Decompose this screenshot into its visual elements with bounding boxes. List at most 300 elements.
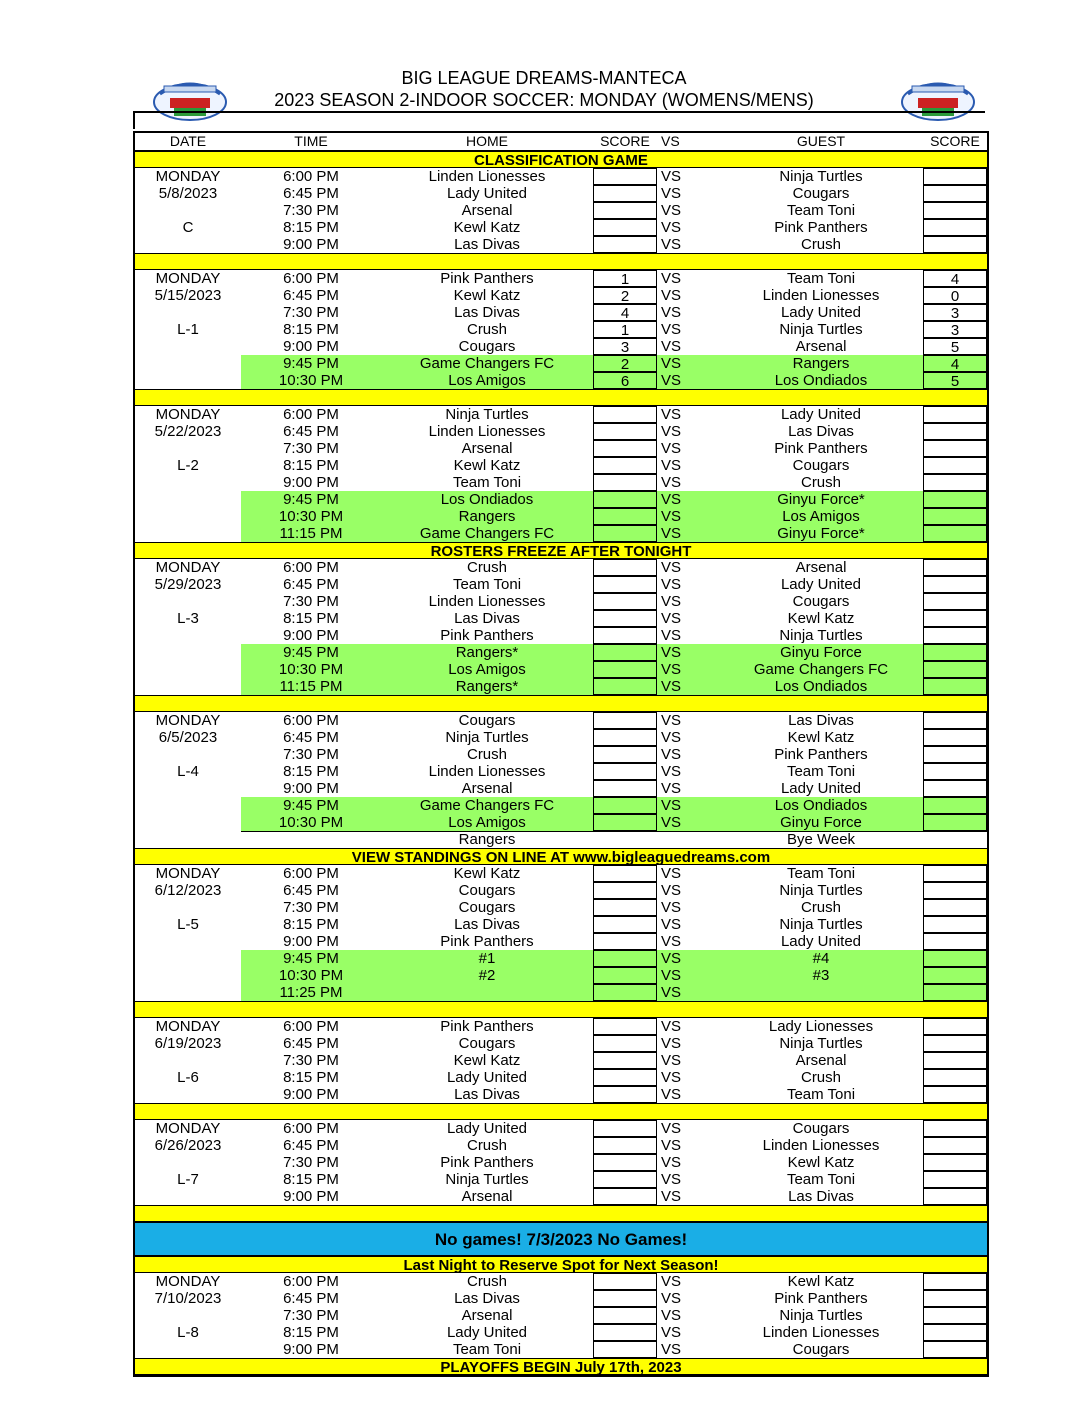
table-row [135, 899, 987, 916]
home-team: Los Ondiados [440, 491, 534, 508]
home-score [593, 1069, 657, 1086]
vs-label: VS [661, 746, 682, 763]
vs-label: VS [661, 185, 682, 202]
guest-score [923, 559, 987, 576]
date-cell: MONDAY [155, 1273, 221, 1290]
table-row [135, 1290, 987, 1307]
home-score [593, 610, 657, 627]
table-row [135, 865, 987, 882]
table-row [135, 1120, 987, 1137]
vs-label: VS [661, 219, 682, 236]
guest-score [923, 508, 987, 525]
date-cell: MONDAY [155, 559, 221, 576]
home-team: Lady United [446, 1069, 528, 1086]
table-row [135, 338, 987, 355]
home-score [593, 967, 657, 984]
spacer-band [135, 1103, 987, 1120]
guest-team: Lady United [780, 304, 862, 321]
table-row [135, 1069, 987, 1086]
time-cell: 10:30 PM [278, 372, 344, 389]
time-cell: 8:15 PM [283, 219, 339, 236]
time-cell: 6:45 PM [283, 185, 339, 202]
table-row [135, 372, 987, 389]
vs-label: VS [661, 1035, 682, 1052]
guest-team: Ginyu Force [780, 814, 862, 831]
home-score [593, 865, 657, 882]
table-row [135, 270, 987, 287]
time-cell: 6:00 PM [283, 1120, 339, 1137]
guest-score [923, 1171, 987, 1188]
home-score [593, 780, 657, 797]
guest-team: Kewl Katz [787, 610, 855, 627]
home-score [593, 678, 657, 695]
vs-label: VS [661, 865, 682, 882]
table-row [135, 746, 987, 763]
spacer-band [135, 1205, 987, 1222]
time-cell: 6:00 PM [283, 1273, 339, 1290]
date-cell: C [182, 219, 194, 236]
time-cell [241, 831, 381, 848]
home-score [593, 1137, 657, 1154]
vs-label: VS [661, 525, 682, 542]
table-header [135, 133, 987, 151]
table-row [135, 440, 987, 457]
guest-team: Ninja Turtles [779, 1035, 863, 1052]
home-team: Las Divas [454, 304, 520, 321]
home-team: Crush [466, 1273, 507, 1290]
home-score [593, 491, 657, 508]
home-score: 1 [593, 270, 657, 287]
guest-score [923, 1154, 987, 1171]
table-row [135, 831, 987, 848]
table-row [135, 321, 987, 338]
vs-label: VS [661, 287, 682, 304]
guest-score [923, 219, 987, 236]
home-team: Las Divas [454, 236, 520, 253]
vs-label: VS [661, 678, 682, 695]
reserve-band: Last Night to Reserve Spot for Next Season! [135, 1256, 987, 1273]
home-score [593, 185, 657, 202]
guest-team: Lady United [780, 933, 862, 950]
home-team: Rangers [458, 831, 516, 848]
time-cell: 7:30 PM [283, 202, 339, 219]
home-team: Lady United [446, 1120, 528, 1137]
guest-team: Team Toni [786, 865, 856, 882]
time-cell: 7:30 PM [283, 593, 339, 610]
table-row [135, 1137, 987, 1154]
vs-label: VS [661, 1273, 682, 1290]
home-score [593, 202, 657, 219]
header-time: TIME [294, 133, 328, 149]
date-cell: L-7 [177, 1171, 199, 1188]
date-cell: L-4 [177, 763, 199, 780]
guest-score [923, 916, 987, 933]
guest-team: Crush [800, 474, 841, 491]
section-band: ROSTERS FREEZE AFTER TONIGHT [135, 542, 987, 559]
vs-label: VS [661, 474, 682, 491]
home-team: #1 [478, 950, 496, 967]
home-team: Ninja Turtles [445, 1171, 529, 1188]
home-score [593, 1171, 657, 1188]
home-team: Kewl Katz [453, 457, 521, 474]
vs-label: VS [661, 1069, 682, 1086]
time-cell: 8:15 PM [283, 457, 339, 474]
home-team: Cougars [458, 882, 516, 899]
header-vs: VS [661, 133, 680, 149]
vs-label: VS [661, 814, 682, 831]
playoffs-band: PLAYOFFS BEGIN July 17th, 2023 [135, 1358, 987, 1375]
home-score [593, 457, 657, 474]
time-cell: 6:45 PM [283, 1035, 339, 1052]
table-row [135, 185, 987, 202]
home-score [593, 1154, 657, 1171]
vs-label: VS [661, 1290, 682, 1307]
home-team: #2 [478, 967, 496, 984]
home-score [593, 236, 657, 253]
table-row [135, 644, 987, 661]
home-team: Arsenal [461, 440, 513, 457]
vs-label: VS [661, 763, 682, 780]
home-score [593, 831, 657, 848]
home-team: Las Divas [454, 1086, 520, 1103]
guest-team: #4 [812, 950, 830, 967]
home-score [593, 576, 657, 593]
time-cell: 8:15 PM [283, 321, 339, 338]
home-team: Game Changers FC [419, 355, 555, 372]
vs-label: VS [661, 1137, 682, 1154]
vs-label: VS [661, 950, 682, 967]
table-row [135, 355, 987, 372]
home-team: Cougars [458, 1035, 516, 1052]
header-rule [133, 111, 985, 113]
home-team: Pink Panthers [440, 270, 534, 287]
home-team: Los Amigos [448, 372, 526, 389]
time-cell: 6:00 PM [283, 712, 339, 729]
guest-score [923, 576, 987, 593]
spacer-band [135, 695, 987, 712]
table-row [135, 1341, 987, 1358]
vs-label: VS [661, 304, 682, 321]
home-team: Cougars [458, 712, 516, 729]
guest-team: Cougars [792, 1341, 850, 1358]
guest-team: Team Toni [786, 202, 856, 219]
vs-label: VS [661, 899, 682, 916]
table-row [135, 168, 987, 185]
home-team: Las Divas [454, 1290, 520, 1307]
time-cell: 9:00 PM [283, 236, 339, 253]
guest-score [923, 865, 987, 882]
home-score [593, 168, 657, 185]
vs-label: VS [661, 457, 682, 474]
time-cell: 8:15 PM [283, 1324, 339, 1341]
table-row [135, 1307, 987, 1324]
guest-team: Los Ondiados [774, 678, 868, 695]
table-row [135, 763, 987, 780]
table-row [135, 729, 987, 746]
home-score [593, 423, 657, 440]
time-cell: 9:00 PM [283, 1341, 339, 1358]
time-cell: 7:30 PM [283, 304, 339, 321]
home-team: Las Divas [454, 610, 520, 627]
time-cell: 10:30 PM [278, 661, 344, 678]
guest-team: Ninja Turtles [779, 627, 863, 644]
table-row [135, 780, 987, 797]
table-row [135, 797, 987, 814]
guest-team: Kewl Katz [787, 1154, 855, 1171]
time-cell: 6:45 PM [283, 1137, 339, 1154]
vs-label: VS [661, 355, 682, 372]
home-score [593, 763, 657, 780]
header-home: HOME [466, 133, 508, 149]
home-team: Linden Lionesses [428, 423, 546, 440]
home-team: Team Toni [452, 474, 522, 491]
home-score [593, 1341, 657, 1358]
guest-team: Arsenal [795, 1052, 847, 1069]
vs-label: VS [661, 270, 682, 287]
table-row [135, 814, 987, 831]
vs-label: VS [661, 882, 682, 899]
guest-team: Crush [800, 899, 841, 916]
date-cell: MONDAY [155, 865, 221, 882]
date-cell: 5/15/2023 [154, 287, 222, 304]
home-score [593, 729, 657, 746]
table-row [135, 661, 987, 678]
schedule-table [133, 131, 989, 1377]
home-score [593, 814, 657, 831]
home-team: Cougars [458, 338, 516, 355]
vs-label: VS [661, 933, 682, 950]
guest-score [923, 967, 987, 984]
date-cell: L-5 [177, 916, 199, 933]
date-cell: 6/26/2023 [154, 1137, 222, 1154]
vs-label: VS [661, 202, 682, 219]
vs-label: VS [661, 168, 682, 185]
home-score [593, 916, 657, 933]
table-row [135, 882, 987, 899]
vs-label: VS [661, 967, 682, 984]
spacer-band [135, 1001, 987, 1018]
guest-score [923, 202, 987, 219]
home-team: Lady United [446, 1324, 528, 1341]
guest-team: Crush [800, 236, 841, 253]
guest-score [923, 831, 987, 848]
table-row [135, 576, 987, 593]
guest-score: 4 [923, 355, 987, 372]
time-cell: 8:15 PM [283, 916, 339, 933]
vs-label: VS [661, 491, 682, 508]
home-score: 6 [593, 372, 657, 389]
guest-score [923, 729, 987, 746]
guest-team: Kewl Katz [787, 729, 855, 746]
vs-label: VS [661, 797, 682, 814]
table-row [135, 457, 987, 474]
home-team: Team Toni [452, 1341, 522, 1358]
home-score [593, 644, 657, 661]
time-cell: 9:00 PM [283, 474, 339, 491]
guest-team: Team Toni [786, 1171, 856, 1188]
home-score [593, 627, 657, 644]
guest-score [923, 1052, 987, 1069]
guest-team: Los Ondiados [774, 372, 868, 389]
guest-team: Ninja Turtles [779, 321, 863, 338]
guest-team: Cougars [792, 457, 850, 474]
guest-score [923, 1137, 987, 1154]
guest-score [923, 185, 987, 202]
time-cell: 6:00 PM [283, 168, 339, 185]
time-cell: 9:00 PM [283, 627, 339, 644]
date-cell: L-3 [177, 610, 199, 627]
time-cell: 9:45 PM [283, 797, 339, 814]
date-cell: 6/5/2023 [158, 729, 218, 746]
guest-score [923, 899, 987, 916]
home-score [593, 1273, 657, 1290]
guest-score [923, 678, 987, 695]
header-home-score: SCORE [600, 133, 650, 149]
guest-score [923, 525, 987, 542]
guest-score [923, 168, 987, 185]
home-team: Los Amigos [448, 814, 526, 831]
guest-score: 4 [923, 270, 987, 287]
header-guest-score: SCORE [930, 133, 980, 149]
table-row [135, 304, 987, 321]
guest-score [923, 1086, 987, 1103]
time-cell: 6:45 PM [283, 1290, 339, 1307]
home-score [593, 525, 657, 542]
time-cell: 8:15 PM [283, 610, 339, 627]
time-cell: 9:00 PM [283, 780, 339, 797]
guest-team: Las Divas [788, 1188, 854, 1205]
table-row [135, 916, 987, 933]
guest-team: Ginyu Force [780, 644, 862, 661]
guest-team: Los Ondiados [774, 797, 868, 814]
guest-score [923, 1290, 987, 1307]
home-team: Los Amigos [448, 661, 526, 678]
time-cell: 11:15 PM [279, 525, 343, 542]
vs-label: VS [661, 644, 682, 661]
time-cell: 9:45 PM [283, 355, 339, 372]
guest-team: Lady United [780, 406, 862, 423]
vs-label: VS [661, 508, 682, 525]
home-score: 4 [593, 304, 657, 321]
guest-team: Los Amigos [782, 508, 860, 525]
time-cell: 9:00 PM [283, 1188, 339, 1205]
guest-score: 5 [923, 338, 987, 355]
home-score [593, 1307, 657, 1324]
vs-label: VS [661, 916, 682, 933]
home-team: Pink Panthers [440, 933, 534, 950]
table-row [135, 933, 987, 950]
time-cell: 8:15 PM [283, 1069, 339, 1086]
guest-team: Bye Week [786, 831, 856, 848]
home-team: Arsenal [461, 1307, 513, 1324]
guest-score [923, 593, 987, 610]
time-cell: 9:45 PM [283, 491, 339, 508]
table-row [135, 1018, 987, 1035]
home-team: Linden Lionesses [428, 168, 546, 185]
vs-label: VS [661, 1018, 682, 1035]
table-row [135, 1171, 987, 1188]
time-cell: 7:30 PM [283, 1307, 339, 1324]
home-team: Arsenal [461, 780, 513, 797]
guest-score: 0 [923, 287, 987, 304]
vs-label: VS [661, 338, 682, 355]
date-cell: MONDAY [155, 406, 221, 423]
home-score [593, 1188, 657, 1205]
guest-team: Ninja Turtles [779, 168, 863, 185]
vs-label: VS [661, 1086, 682, 1103]
time-cell: 9:00 PM [283, 338, 339, 355]
table-row [135, 1035, 987, 1052]
guest-score [923, 984, 987, 1001]
time-cell: 6:45 PM [283, 882, 339, 899]
vs-label: VS [661, 627, 682, 644]
guest-team: Game Changers FC [753, 661, 889, 678]
guest-team: Arsenal [795, 338, 847, 355]
home-score [593, 797, 657, 814]
home-team: Kewl Katz [453, 865, 521, 882]
guest-team: Crush [800, 1069, 841, 1086]
table-row [135, 1188, 987, 1205]
home-score [593, 559, 657, 576]
guest-score [923, 746, 987, 763]
vs-label: VS [661, 661, 682, 678]
spacer-band [135, 253, 987, 270]
home-score [593, 1290, 657, 1307]
home-team: Game Changers FC [419, 525, 555, 542]
guest-team: Ninja Turtles [779, 916, 863, 933]
guest-score [923, 933, 987, 950]
home-score [593, 1018, 657, 1035]
guest-score [923, 1035, 987, 1052]
guest-team: Cougars [792, 593, 850, 610]
time-cell: 6:45 PM [283, 287, 339, 304]
guest-score [923, 474, 987, 491]
vs-label: VS [661, 1307, 682, 1324]
date-cell: L-2 [177, 457, 199, 474]
table-row [135, 593, 987, 610]
vs-label: VS [661, 236, 682, 253]
guest-score [923, 491, 987, 508]
home-score [593, 593, 657, 610]
time-cell: 9:45 PM [283, 950, 339, 967]
home-score [593, 746, 657, 763]
home-score: 2 [593, 287, 657, 304]
vs-label: VS [661, 729, 682, 746]
page-subtitle: 2023 SEASON 2-INDOOR SOCCER: MONDAY (WOMENS/MENS) [274, 90, 814, 110]
guest-team: Pink Panthers [774, 440, 868, 457]
home-team: Pink Panthers [440, 1018, 534, 1035]
time-cell: 6:45 PM [283, 729, 339, 746]
time-cell: 7:30 PM [283, 1052, 339, 1069]
home-score [593, 1324, 657, 1341]
guest-score: 5 [923, 372, 987, 389]
guest-score [923, 661, 987, 678]
guest-team: Lady Lionesses [768, 1018, 874, 1035]
guest-team: Team Toni [786, 270, 856, 287]
time-cell: 11:25 PM [279, 984, 343, 1001]
home-score [593, 474, 657, 491]
table-row [135, 219, 987, 236]
time-cell: 9:00 PM [283, 933, 339, 950]
date-cell: 6/12/2023 [154, 882, 222, 899]
table-row [135, 712, 987, 729]
vs-label: VS [661, 372, 682, 389]
date-cell: L-6 [177, 1069, 199, 1086]
guest-score [923, 1188, 987, 1205]
home-team: Ninja Turtles [445, 406, 529, 423]
vs-label: VS [661, 1171, 682, 1188]
table-row [135, 1324, 987, 1341]
